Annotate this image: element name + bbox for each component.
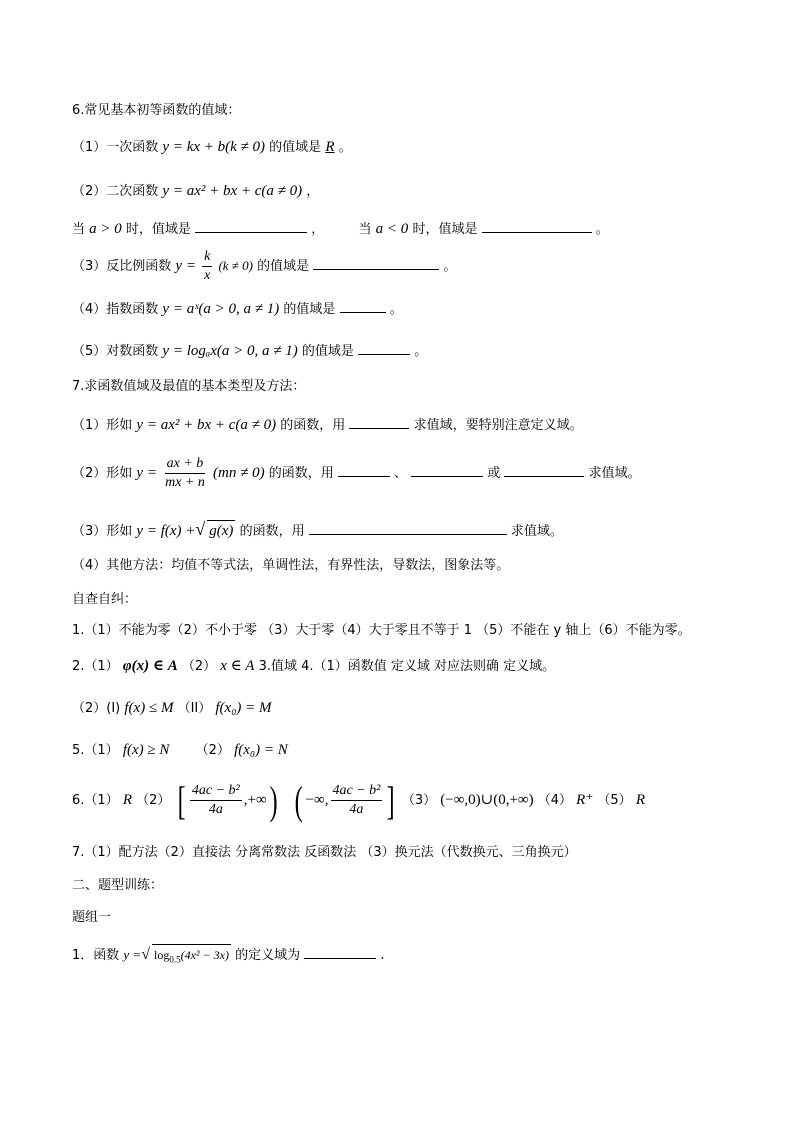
- s6-line-exponential: [72, 298, 403, 320]
- check-heading: 自查自纠：: [72, 592, 138, 607]
- answer-blank: [195, 218, 307, 233]
- s6-l6-pre: （5）对数函数: [72, 344, 159, 359]
- check-a3-pre: （2）(I): [72, 701, 121, 716]
- s6-l2-formula: y = ax² + bx + c(a ≠ 0): [162, 183, 303, 199]
- check-answer-1: 1.（1）不能为零（2）不小于零 （3）大于零（4）大于零且不等于 1 （5）不能在 y 轴上（6）不能为零。: [72, 623, 691, 638]
- check-a6-r5: R: [635, 792, 645, 808]
- training-group: 题组一: [72, 910, 112, 925]
- s6-line-reciprocal: [72, 248, 456, 285]
- check-a5-mid: （2）: [195, 743, 230, 758]
- s6-l1-end: 。: [338, 140, 352, 155]
- q1-mid: 的定义域为: [235, 948, 301, 963]
- s6-l3-cond2: a < 0: [375, 221, 409, 237]
- s6-l1-mid: 的值域是: [269, 140, 322, 155]
- right-paren-icon: ): [269, 777, 278, 823]
- s7-l3-formula-a: y = f(x) +: [136, 523, 196, 539]
- q1-radicand: [152, 944, 231, 969]
- answer-blank: [304, 944, 376, 959]
- left-paren-icon: (: [294, 777, 303, 823]
- s6-l2-end: ，: [306, 184, 320, 199]
- s7-l3-end: 求值域。: [510, 524, 563, 539]
- s7-l2-y: y =: [136, 465, 157, 481]
- training-heading: 二、题型训练：: [72, 878, 164, 893]
- answer-blank: [313, 255, 439, 270]
- check-answer-3: [72, 698, 272, 719]
- s7-l3-pre: （3）形如: [72, 524, 133, 539]
- s7-l2-sep1: 、: [394, 466, 408, 481]
- s6-l5-mid: 的值域是: [283, 302, 336, 317]
- s6-l3-a: 当: [72, 222, 86, 237]
- s7-line-other-methods: （4）其他方法：均值不等式法，单调性法，有界性法，导数法，图象法等。: [72, 558, 510, 573]
- s6-line-linear: [72, 137, 352, 158]
- question-1: [72, 944, 385, 969]
- check-a6-den-2: 4a: [349, 802, 364, 817]
- s6-l4-mid: 的值域是: [257, 259, 310, 274]
- check-answer-7: 7.（1）配方法（2）直接法 分离常数法 反函数法 （3）换元法（代数换元、三角换元）: [72, 845, 577, 860]
- s6-l3-e: 时，值域是: [412, 222, 478, 237]
- check-a2-rest: 3.值域 4.（1）函数值 定义域 对应法则确 定义域。: [258, 659, 556, 674]
- section-6-heading: 6.常见基本初等函数的值域：: [72, 103, 241, 118]
- left-bracket-icon: [: [177, 777, 186, 823]
- check-answer-2: [72, 656, 555, 677]
- check-answer-6: [72, 777, 645, 823]
- q1-end: .: [380, 948, 385, 963]
- s7-l2-cond: (mn ≠ 0): [213, 465, 265, 481]
- s6-l2-pre: （2）二次函数: [72, 184, 159, 199]
- s7-l1-formula: y = ax² + bx + c(a ≠ 0): [136, 417, 277, 433]
- check-a6-frac-1: [190, 782, 242, 819]
- s6-line-quadratic: [72, 181, 319, 202]
- q1-arg: (4x² − 3x): [180, 948, 229, 962]
- s6-l3-f: 。: [595, 222, 609, 237]
- s6-l4-cond: (k ≠ 0): [218, 258, 254, 273]
- s7-l2-fraction: [163, 455, 207, 492]
- check-a6-num: 4ac − b²: [190, 782, 242, 801]
- answer-blank: [340, 298, 386, 313]
- q1-y: y =: [123, 947, 142, 962]
- s6-l4-end: 。: [443, 259, 457, 274]
- check-a6-p4: （4）: [537, 793, 573, 808]
- s6-l1-pre: （1）一次函数: [72, 140, 159, 155]
- check-a2-f2: x ∈ A: [220, 658, 255, 674]
- check-a6-r: R: [122, 792, 132, 808]
- check-a6-frac-2: [331, 782, 383, 819]
- s6-l3-c: ，: [311, 222, 325, 237]
- answer-blank: [411, 462, 483, 477]
- s6-line-quadratic-range: [72, 218, 609, 240]
- s6-l3-b: 时，值域是: [125, 222, 191, 237]
- check-a6-num-2: 4ac − b²: [331, 782, 383, 801]
- s7-l2-pre: （2）形如: [72, 466, 133, 481]
- s7-line-quadratic: [72, 414, 583, 436]
- check-a5-f2: f(x₀) = N: [234, 742, 288, 758]
- s6-l6-formula: y = logₐx(a > 0, a ≠ 1): [162, 343, 298, 359]
- s6-l4-pre: （3）反比例函数: [72, 259, 172, 274]
- s6-l1-answer: R: [325, 139, 335, 155]
- check-a3-mid: （II）: [177, 701, 212, 716]
- s6-l3-cond1: a > 0: [89, 221, 122, 237]
- check-a2-mid: （2）: [181, 659, 217, 674]
- s7-line-sqrt: [72, 519, 563, 542]
- answer-blank: [349, 414, 409, 429]
- check-a6-rplus: R⁺: [576, 792, 594, 808]
- s7-l2-mid: 的函数，用: [268, 466, 334, 481]
- answer-blank: [309, 520, 507, 535]
- s6-line-logarithmic: [72, 340, 427, 362]
- s6-l1-formula: y = kx + b(k ≠ 0): [162, 139, 266, 155]
- answer-blank: [338, 462, 390, 477]
- s6-l4-y: y =: [175, 258, 196, 274]
- check-a5-pre: 5.（1）: [72, 743, 119, 758]
- right-bracket-icon: ]: [387, 777, 396, 823]
- answer-blank: [482, 218, 592, 233]
- sqrt-icon: √: [141, 946, 150, 963]
- sqrt-icon: √: [195, 519, 206, 539]
- s7-l3-mid: 的函数，用: [239, 524, 305, 539]
- check-a6-p3: （3）: [401, 793, 437, 808]
- check-a3-f1: f(x) ≤ M: [124, 700, 174, 716]
- s6-l5-pre: （4）指数函数: [72, 302, 159, 317]
- s7-l1-end: 求值域，要特别注意定义域。: [413, 418, 583, 433]
- check-a6-pre: 6.（1）: [72, 793, 119, 808]
- s6-l4-num: k: [202, 248, 212, 267]
- s7-line-rational: [72, 453, 641, 494]
- check-a3-f2: f(x₀) = M: [215, 700, 272, 716]
- check-a6-den: 4a: [208, 802, 223, 817]
- s7-l2-num: ax + b: [165, 455, 206, 474]
- s6-l6-mid: 的值域是: [301, 344, 354, 359]
- s6-l5-formula: y = aˣ(a > 0, a ≠ 1): [162, 301, 280, 317]
- s6-l4-fraction: [202, 248, 212, 285]
- s7-l2-sep2: 或: [487, 466, 501, 481]
- s6-l6-end: 。: [414, 344, 428, 359]
- check-a6-p2: （2）: [136, 793, 171, 808]
- s7-l2-den: mx + n: [165, 475, 205, 490]
- s7-l2-end: 求值域。: [588, 466, 641, 481]
- answer-blank: [504, 462, 584, 477]
- answer-blank: [358, 340, 410, 355]
- s6-l4-den: x: [204, 268, 211, 283]
- check-a2-pre: 2.（1）: [72, 659, 119, 674]
- check-a6-inf: ,+∞: [243, 792, 267, 808]
- s7-l1-mid: 的函数，用: [280, 418, 346, 433]
- q1-base: 0.5: [169, 954, 181, 965]
- s7-l1-pre: （1）形如: [72, 418, 133, 433]
- section-7-heading: 7.求函数值域及最值的基本类型及方法：: [72, 379, 306, 394]
- check-a6-p5: （5）: [597, 793, 632, 808]
- check-a5-f1: f(x) ≥ N: [122, 742, 170, 758]
- check-a2-f1: φ(x) ∈ A: [122, 658, 178, 674]
- check-answer-5: [72, 740, 288, 761]
- check-a6-neginf: −∞,: [305, 792, 329, 808]
- q1-pre: 1．函数: [72, 948, 120, 963]
- s6-l3-d: 当: [358, 222, 372, 237]
- s7-l3-formula-b: g(x): [207, 520, 235, 541]
- s6-l5-end: 。: [389, 302, 403, 317]
- check-a6-union: (−∞,0)∪(0,+∞): [440, 792, 534, 808]
- q1-log: log: [154, 948, 170, 962]
